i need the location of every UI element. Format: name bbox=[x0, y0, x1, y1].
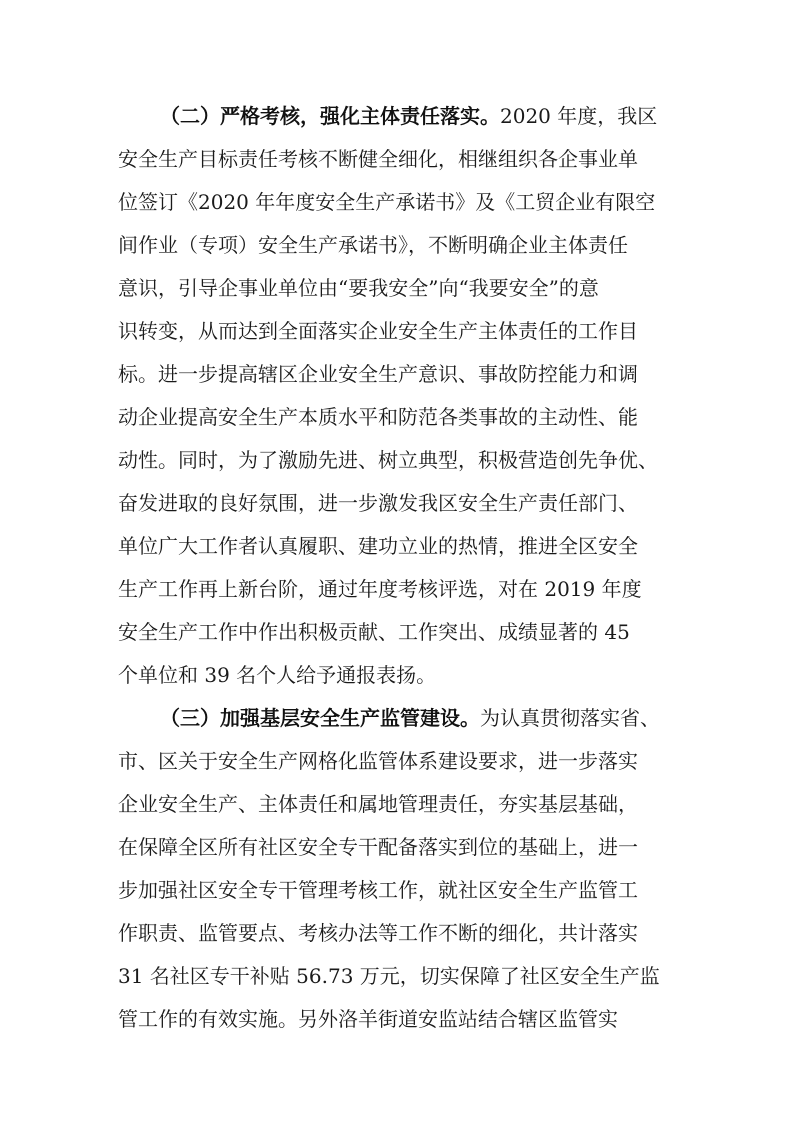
paragraph-1-line-7: 标。进一步提高辖区企业安全生产意识、事故防控能力和调 bbox=[118, 362, 638, 386]
paragraph-2-line-7: 31 名社区专干补贴 56.73 万元，切实保障了社区安全生产监 bbox=[118, 964, 660, 988]
paragraph-2-line-2: 市、区关于安全生产网格化监管体系建设要求，进一步落实 bbox=[118, 749, 638, 773]
paragraph-1-line-5: 意识，引导企事业单位由“要我安全”向“我要安全”的意 bbox=[118, 276, 599, 300]
paragraph-2-line-3: 企业安全生产、主体责任和属地管理责任，夯实基层基础， bbox=[118, 792, 638, 816]
paragraph-1-line-12: 生产工作再上新台阶，通过年度考核评选，对在 2019 年度 bbox=[118, 577, 642, 601]
paragraph-1-line-13: 安全生产工作中作出积极贡献、工作突出、成绩显著的 45 bbox=[118, 620, 630, 644]
paragraph-1-line-4: 间作业（专项）安全生产承诺书》，不断明确企业主体责任 bbox=[118, 233, 628, 257]
paragraph-1-line-6: 识转变，从而达到全面落实企业安全生产主体责任的工作目 bbox=[118, 319, 638, 343]
paragraph-2-line-8: 管工作的有效实施。另外洛羊街道安监站结合辖区监管实 bbox=[118, 1007, 618, 1031]
paragraph-1-line-10: 奋发进取的良好氛围，进一步激发我区安全生产责任部门、 bbox=[118, 491, 638, 515]
paragraph-1-heading: （二）严格考核，强化主体责任落实。 bbox=[160, 104, 500, 128]
paragraph-2-line-1 bbox=[160, 699, 678, 737]
paragraph-2-heading: （三）加强基层安全生产监管建设。 bbox=[160, 706, 480, 730]
paragraph-2-line-5: 步加强社区安全专干管理考核工作，就社区安全生产监管工 bbox=[118, 878, 638, 902]
paragraph-1-line-1 bbox=[160, 97, 678, 135]
paragraph-1-line-3: 位签订《2020 年年度安全生产承诺书》及《工贸企业有限空 bbox=[118, 190, 656, 214]
paragraph-2-line-4: 在保障全区所有社区安全专干配备落实到位的基础上，进一 bbox=[118, 835, 638, 859]
paragraph-1-line-2: 安全生产目标责任考核不断健全细化，相继组织各企事业单 bbox=[118, 147, 638, 171]
paragraph-1-line-14: 个单位和 39 名个人给予通报表扬。 bbox=[118, 663, 437, 687]
paragraph-2-text: 为认真贯彻落实省、 bbox=[480, 706, 660, 730]
paragraph-2-line-6: 作职责、监管要点、考核办法等工作不断的细化，共计落实 bbox=[118, 921, 638, 945]
paragraph-1-line-9: 动性。同时，为了激励先进、树立典型，积极营造创先争优、 bbox=[118, 448, 658, 472]
paragraph-1-text: 2020 年度，我区 bbox=[500, 104, 658, 128]
paragraph-1-line-11: 单位广大工作者认真履职、建功立业的热情，推进全区安全 bbox=[118, 534, 638, 558]
paragraph-1-line-8: 动企业提高安全生产本质水平和防范各类事故的主动性、能 bbox=[118, 405, 638, 429]
